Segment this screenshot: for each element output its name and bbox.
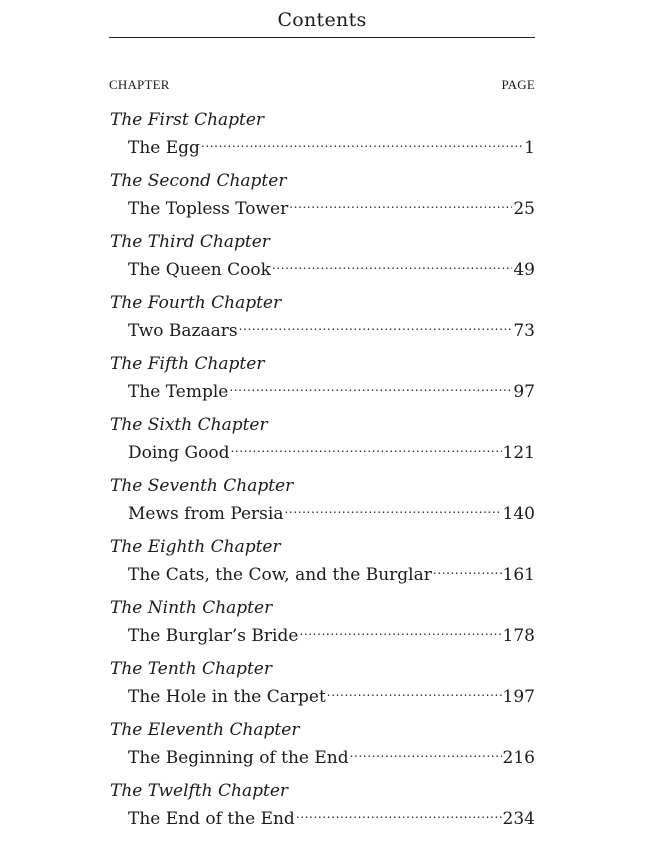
- toc-line: [128, 619, 535, 647]
- toc-entry[interactable]: [109, 109, 535, 170]
- page-number: 97: [513, 382, 535, 402]
- toc-list: [109, 109, 535, 841]
- toc-entry[interactable]: [109, 475, 535, 536]
- chapter-title: Mews from Persia: [128, 504, 284, 524]
- column-header-chapter: CHAPTER: [109, 77, 170, 92]
- chapter-label: The Seventh Chapter: [110, 476, 294, 496]
- chapter-title: The Cats, the Cow, and the Burglar: [128, 565, 432, 585]
- chapter-label: The Eleventh Chapter: [110, 720, 300, 740]
- toc-entry[interactable]: [109, 414, 535, 475]
- chapter-label: The First Chapter: [110, 110, 265, 130]
- toc-line: [128, 741, 535, 769]
- toc-entry[interactable]: [109, 719, 535, 780]
- dot-leader: [230, 436, 501, 458]
- toc-entry[interactable]: [109, 353, 535, 414]
- chapter-title: Doing Good: [128, 443, 230, 463]
- chapter-label: The Second Chapter: [110, 171, 287, 191]
- chapter-title: The Temple: [128, 382, 229, 402]
- page-number: 121: [502, 443, 535, 463]
- toc-entry[interactable]: [109, 170, 535, 231]
- page-number: 1: [524, 138, 535, 158]
- page-number: 178: [502, 626, 535, 646]
- chapter-title: The End of the End: [128, 809, 295, 829]
- toc-entry[interactable]: [109, 231, 535, 292]
- toc-entry[interactable]: [109, 536, 535, 597]
- page-number: 49: [513, 260, 535, 280]
- chapter-label: The Fourth Chapter: [110, 293, 282, 313]
- dot-leader: [289, 192, 512, 214]
- dot-leader: [299, 619, 501, 641]
- chapter-title: The Burglar’s Bride: [128, 626, 299, 646]
- page-number: 140: [502, 504, 535, 524]
- chapter-label: The Twelfth Chapter: [110, 781, 289, 801]
- page-number: 73: [513, 321, 535, 341]
- chapter-title: The Hole in the Carpet: [128, 687, 326, 707]
- dot-leader: [229, 375, 512, 397]
- dot-leader: [284, 497, 501, 519]
- dot-leader: [327, 680, 502, 702]
- chapter-label: The Ninth Chapter: [110, 598, 273, 618]
- toc-line: [128, 497, 535, 525]
- dot-leader: [272, 253, 512, 275]
- chapter-label: The Sixth Chapter: [110, 415, 268, 435]
- page-number: 234: [502, 809, 535, 829]
- page-number: 25: [513, 199, 535, 219]
- chapter-label: The Fifth Chapter: [110, 354, 265, 374]
- toc-line: [128, 436, 535, 464]
- chapter-label: The Third Chapter: [110, 232, 270, 252]
- dot-leader: [350, 741, 502, 763]
- dot-leader: [296, 802, 502, 824]
- toc-line: [128, 192, 535, 220]
- chapter-label: The Tenth Chapter: [110, 659, 272, 679]
- title-rule: [109, 37, 535, 38]
- toc-line: [128, 253, 535, 281]
- toc-entry[interactable]: [109, 658, 535, 719]
- page-number: 197: [502, 687, 535, 707]
- page-title: Contents: [277, 9, 367, 31]
- toc-line: [128, 802, 535, 830]
- toc-line: [128, 131, 535, 159]
- chapter-label: The Eighth Chapter: [110, 537, 281, 557]
- toc-line: [128, 558, 535, 586]
- toc-entry[interactable]: [109, 292, 535, 353]
- chapter-title: The Beginning of the End: [128, 748, 349, 768]
- column-header-page: PAGE: [501, 77, 535, 92]
- page-number: 161: [502, 565, 535, 585]
- chapter-title: The Egg: [128, 138, 200, 158]
- chapter-title: The Topless Tower: [128, 199, 289, 219]
- dot-leader: [433, 558, 502, 580]
- toc-entry[interactable]: [109, 597, 535, 658]
- contents-page: [109, 0, 535, 856]
- toc-line: [128, 375, 535, 403]
- toc-entry[interactable]: [109, 780, 535, 841]
- page-number: 216: [502, 748, 535, 768]
- toc-line: [128, 680, 535, 708]
- chapter-title: The Queen Cook: [128, 260, 271, 280]
- chapter-title: Two Bazaars: [128, 321, 238, 341]
- dot-leader: [239, 314, 513, 336]
- dot-leader: [201, 131, 523, 153]
- toc-line: [128, 314, 535, 342]
